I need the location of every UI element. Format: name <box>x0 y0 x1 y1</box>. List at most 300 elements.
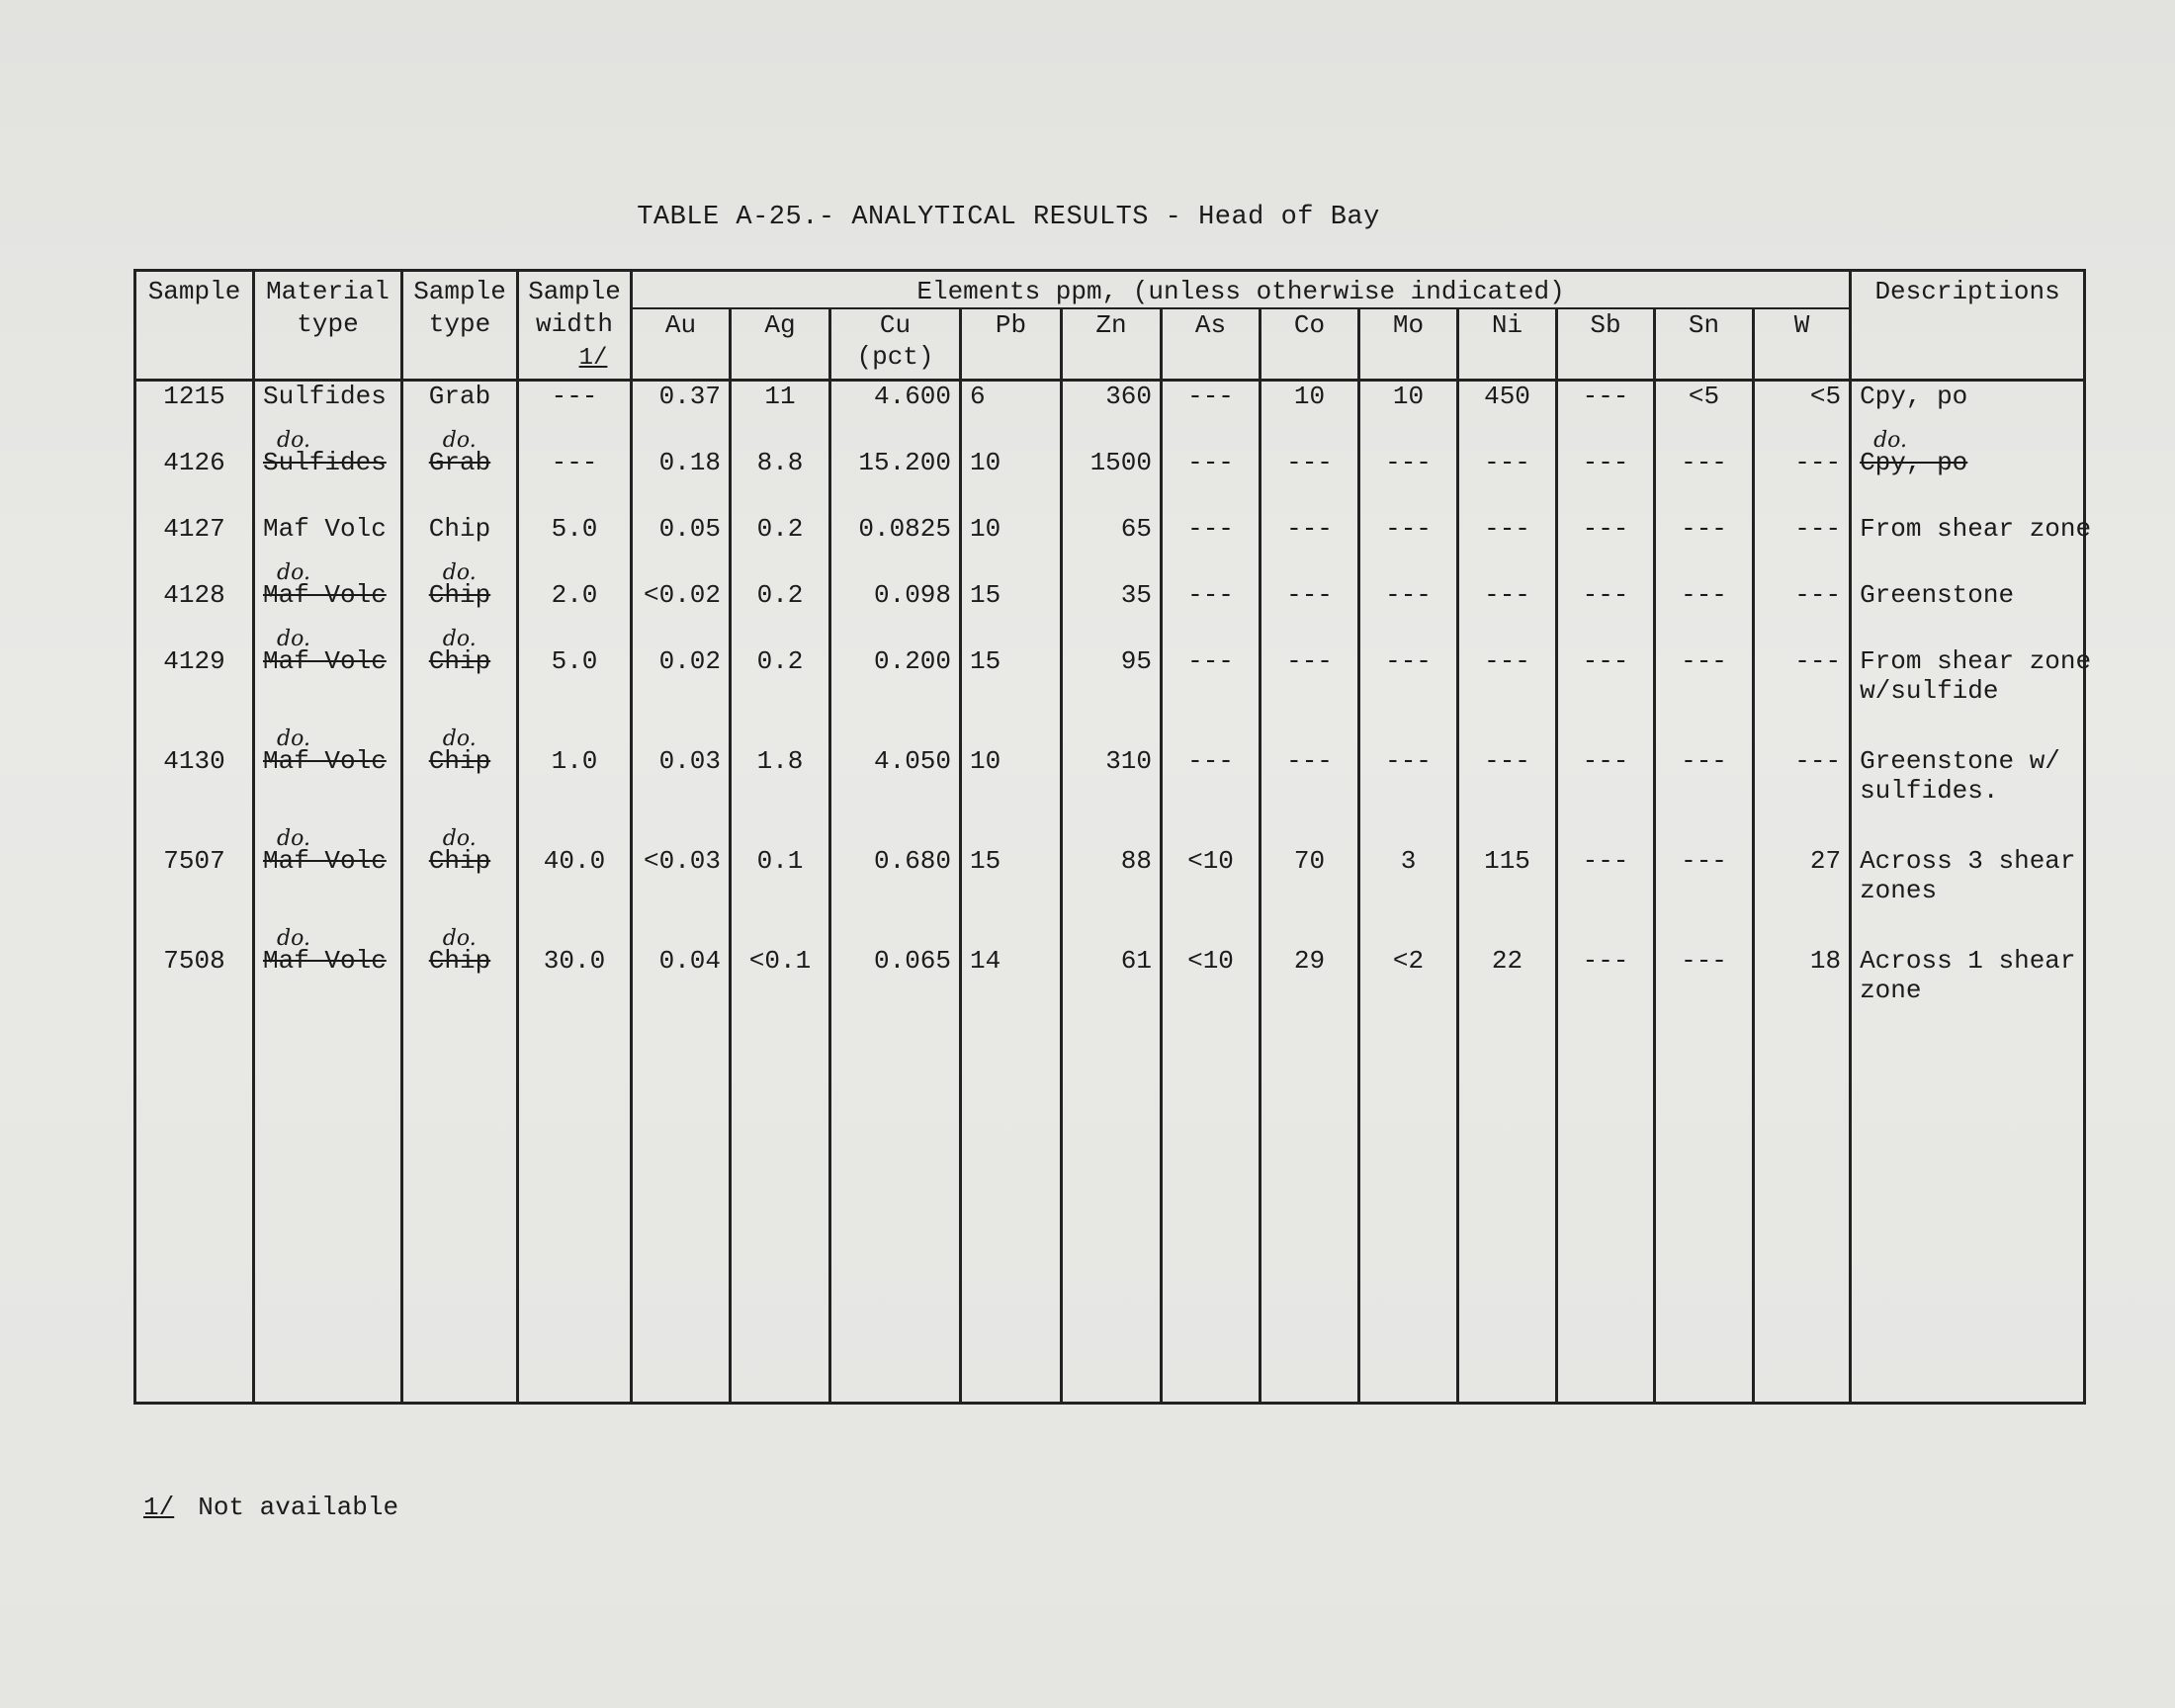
empty-cell <box>1359 1362 1458 1404</box>
cell-w-text: <5 <box>1809 382 1842 411</box>
empty-cell <box>731 1164 830 1204</box>
empty-cell <box>632 1204 731 1243</box>
empty-cell <box>1458 1125 1557 1164</box>
ditto-mark: do. <box>442 627 477 651</box>
empty-cell <box>1261 1046 1359 1085</box>
cell-description <box>1851 580 2085 646</box>
empty-cell <box>1557 1085 1655 1125</box>
ditto-mark: do. <box>277 726 310 751</box>
description-line-1: Greenstone w/ <box>1860 746 2060 776</box>
cell-ni-text: --- <box>1484 448 1530 477</box>
empty-cell <box>1655 1204 1754 1243</box>
cell-sn-text: --- <box>1681 846 1727 876</box>
empty-cell <box>731 1243 830 1283</box>
empty-cell <box>1162 1085 1261 1125</box>
header-row-1 <box>135 271 2085 309</box>
cell-sn <box>1655 646 1754 746</box>
cell-ag <box>731 580 830 646</box>
cell-pb-text: 6 <box>970 382 986 411</box>
cell-sample <box>135 746 254 846</box>
cell-material-struck-text: Maf Volc <box>263 646 387 676</box>
cell-ni-text: --- <box>1484 580 1530 610</box>
empty-cell <box>961 1362 1062 1404</box>
cell-mo-text: --- <box>1385 746 1432 776</box>
empty-cell <box>1655 1046 1754 1085</box>
empty-cell <box>1557 1046 1655 1085</box>
table-row <box>135 646 2085 746</box>
ditto-mark: do. <box>442 428 477 453</box>
empty-cell <box>961 1283 1062 1323</box>
description-line-2: sulfides. <box>1860 776 1999 806</box>
cell-zn-text: 1500 <box>1089 448 1152 477</box>
cell-pb <box>961 381 1062 449</box>
empty-cell <box>1655 1085 1754 1125</box>
description-wrap <box>1860 428 1968 477</box>
empty-cell <box>402 1164 518 1204</box>
cell-ni <box>1458 846 1557 946</box>
cell-ag <box>731 448 830 514</box>
empty-cell <box>632 1164 731 1204</box>
cell-material-wrap <box>263 560 387 610</box>
cell-sample-type-struck-text: Grab <box>428 448 491 477</box>
cell-sb <box>1557 580 1655 646</box>
cell-cu <box>830 448 961 514</box>
description-line-1: Across 1 shear <box>1860 946 2076 976</box>
empty-cell <box>1754 1085 1851 1125</box>
ditto-mark: do. <box>442 826 477 851</box>
cell-mo <box>1359 846 1458 946</box>
header-sb: Sb <box>1557 308 1655 381</box>
empty-cell <box>1062 1243 1162 1283</box>
empty-cell <box>1851 1204 2085 1243</box>
header-pb: Pb <box>961 308 1062 381</box>
cell-ag <box>731 746 830 846</box>
ditto-mark: do. <box>442 560 477 585</box>
empty-cell <box>1851 1283 2085 1323</box>
cell-as <box>1162 580 1261 646</box>
empty-cell <box>1162 1283 1261 1323</box>
empty-cell <box>135 1085 254 1125</box>
empty-cell <box>830 1362 961 1404</box>
empty-cell <box>1359 1085 1458 1125</box>
cell-ni <box>1458 746 1557 846</box>
empty-cell <box>518 1046 632 1085</box>
cell-zn <box>1062 946 1162 1046</box>
cell-zn <box>1062 448 1162 514</box>
cell-as <box>1162 514 1261 580</box>
empty-cell <box>1458 1046 1557 1085</box>
empty-row <box>135 1046 2085 1085</box>
cell-au-text: 0.02 <box>658 646 721 676</box>
description-line-2: zones <box>1860 876 1938 905</box>
cell-width-text: 5.0 <box>551 646 598 676</box>
empty-cell <box>1261 1085 1359 1125</box>
cell-au-text: 0.03 <box>658 746 721 776</box>
cell-material-wrap <box>263 627 387 676</box>
cell-au-text: 0.04 <box>658 946 721 976</box>
empty-cell <box>254 1046 402 1085</box>
cell-width-text: 2.0 <box>551 580 598 610</box>
cell-cu-text: 0.680 <box>873 846 951 876</box>
empty-cell <box>518 1243 632 1283</box>
empty-cell <box>830 1243 961 1283</box>
cell-ni-text: 22 <box>1491 946 1523 976</box>
footnote-text: Not available <box>198 1493 399 1522</box>
cell-pb-text: 10 <box>970 514 1001 544</box>
description-line-1: Cpy, po <box>1860 448 1968 477</box>
cell-au <box>632 746 731 846</box>
cell-zn-text: 35 <box>1120 580 1152 610</box>
cell-pb <box>961 514 1062 580</box>
description-line-1: Greenstone <box>1860 580 2015 610</box>
empty-cell <box>1062 1046 1162 1085</box>
empty-cell <box>1162 1046 1261 1085</box>
cell-pb <box>961 448 1062 514</box>
empty-cell <box>1655 1323 1754 1362</box>
cell-sample-text: 4127 <box>163 514 225 544</box>
cell-co <box>1261 381 1359 449</box>
cell-sample-text: 7508 <box>163 946 225 976</box>
cell-co <box>1261 846 1359 946</box>
empty-cell <box>1261 1243 1359 1283</box>
empty-cell <box>1261 1283 1359 1323</box>
cell-cu <box>830 746 961 846</box>
empty-cell <box>632 1243 731 1283</box>
empty-cell <box>731 1046 830 1085</box>
empty-row <box>135 1243 2085 1283</box>
empty-cell <box>961 1125 1062 1164</box>
cell-material-wrap <box>263 428 387 477</box>
header-ag: Ag <box>731 308 830 381</box>
cell-au <box>632 448 731 514</box>
cell-sample-type-struck-text: Chip <box>428 580 491 610</box>
cell-sn-text: --- <box>1681 946 1727 976</box>
cell-sn <box>1655 448 1754 514</box>
empty-row <box>135 1164 2085 1204</box>
cell-co <box>1261 514 1359 580</box>
table-row <box>135 381 2085 449</box>
empty-cell <box>1359 1125 1458 1164</box>
ditto-mark: do. <box>1873 428 1907 453</box>
cell-cu-text: 4.050 <box>873 746 951 776</box>
cell-as-text: <10 <box>1187 946 1234 976</box>
empty-cell <box>961 1085 1062 1125</box>
cell-cu-text: 15.200 <box>858 448 951 477</box>
empty-cell <box>1261 1362 1359 1404</box>
cell-sample-type-text: Grab <box>428 382 491 411</box>
cell-sample <box>135 846 254 946</box>
cell-width <box>518 448 632 514</box>
cell-mo <box>1359 381 1458 449</box>
description-wrap <box>1860 580 2014 610</box>
cell-ni <box>1458 646 1557 746</box>
empty-cell <box>402 1204 518 1243</box>
cell-zn <box>1062 846 1162 946</box>
cell-sn-text: --- <box>1681 448 1727 477</box>
footnote <box>143 1493 398 1522</box>
cell-sample-type-wrap <box>428 627 491 676</box>
ditto-mark: do. <box>442 926 477 951</box>
empty-cell <box>1359 1204 1458 1243</box>
empty-cell <box>402 1243 518 1283</box>
empty-cell <box>830 1046 961 1085</box>
cell-mo <box>1359 646 1458 746</box>
cell-sb-text: --- <box>1582 580 1629 610</box>
cell-sample-type <box>402 926 518 1046</box>
cell-mo-text: --- <box>1385 646 1432 676</box>
cell-w-text: --- <box>1794 580 1842 610</box>
cell-w-text: 18 <box>1809 946 1842 976</box>
cell-sb <box>1557 946 1655 1046</box>
cell-pb <box>961 846 1062 946</box>
ditto-mark: do. <box>277 826 310 851</box>
cell-mo-text: 3 <box>1400 846 1417 876</box>
empty-cell <box>961 1323 1062 1362</box>
cell-w-text: --- <box>1794 448 1842 477</box>
description-wrap <box>1860 514 2091 544</box>
cell-material-struck-text: Sulfides <box>263 448 387 477</box>
empty-cell <box>731 1362 830 1404</box>
cell-sample-text: 4130 <box>163 746 225 776</box>
header-row-2 <box>135 308 2085 381</box>
empty-row <box>135 1085 2085 1125</box>
empty-cell <box>1062 1362 1162 1404</box>
empty-cell <box>1261 1164 1359 1204</box>
empty-cell <box>731 1283 830 1323</box>
empty-cell <box>1851 1323 2085 1362</box>
cell-ni <box>1458 381 1557 449</box>
table-row <box>135 846 2085 946</box>
header-width: width <box>518 308 632 381</box>
table-row <box>135 448 2085 514</box>
cell-au-text: 0.37 <box>658 382 721 411</box>
cell-material <box>254 726 402 846</box>
header-descriptions: Descriptions <box>1851 271 2085 309</box>
cell-cu <box>830 381 961 449</box>
cell-pb-text: 15 <box>970 646 1001 676</box>
cell-mo <box>1359 514 1458 580</box>
cell-ag-text: 11 <box>764 382 796 411</box>
cell-au <box>632 646 731 746</box>
cell-as <box>1162 946 1261 1046</box>
cell-co <box>1261 946 1359 1046</box>
empty-cell <box>1754 1243 1851 1283</box>
empty-cell <box>1458 1283 1557 1323</box>
ditto-mark: do. <box>277 627 310 651</box>
cell-width <box>518 946 632 1046</box>
cell-au-text: <0.03 <box>643 846 721 876</box>
empty-cell <box>518 1085 632 1125</box>
cell-sb <box>1557 846 1655 946</box>
empty-cell <box>1458 1164 1557 1204</box>
cell-w <box>1754 946 1851 1046</box>
footnote-ref <box>579 344 608 374</box>
empty-cell <box>1458 1243 1557 1283</box>
cell-as-text: --- <box>1187 580 1234 610</box>
cell-co <box>1261 580 1359 646</box>
cell-w-text: --- <box>1794 646 1842 676</box>
cell-sn-text: <5 <box>1688 382 1720 411</box>
table-row <box>135 746 2085 846</box>
cell-zn <box>1062 381 1162 449</box>
cell-material <box>254 428 402 514</box>
header-au: Au <box>632 308 731 381</box>
cell-sample-text: 4126 <box>163 448 225 477</box>
cell-sample-text: 1215 <box>163 382 225 411</box>
empty-cell <box>830 1204 961 1243</box>
empty-cell <box>961 1204 1062 1243</box>
cell-as <box>1162 646 1261 746</box>
cell-mo <box>1359 448 1458 514</box>
cell-as-text: --- <box>1187 382 1234 411</box>
cell-sb-text: --- <box>1582 746 1629 776</box>
cell-sn <box>1655 514 1754 580</box>
cell-ni <box>1458 580 1557 646</box>
cell-sb-text: --- <box>1582 646 1629 676</box>
cell-width <box>518 345 632 449</box>
empty-cell <box>1851 1243 2085 1283</box>
cell-co-text: --- <box>1286 514 1333 544</box>
header-as: As <box>1162 308 1261 381</box>
cell-sn-text: --- <box>1681 514 1727 544</box>
cell-sn <box>1655 381 1754 449</box>
cell-width <box>518 514 632 580</box>
header-sample-width: Sample <box>518 271 632 309</box>
cell-material <box>254 826 402 946</box>
empty-cell <box>632 1362 731 1404</box>
empty-cell <box>518 1362 632 1404</box>
cell-sample-text: 7507 <box>163 846 225 876</box>
empty-cell <box>1062 1164 1162 1204</box>
cell-sample-type-struck-text: Chip <box>428 646 491 676</box>
cell-material-struck-text: Maf Volc <box>263 580 387 610</box>
empty-cell <box>1655 1362 1754 1404</box>
cell-mo-text: --- <box>1385 514 1432 544</box>
cell-w <box>1754 514 1851 580</box>
cell-sn-text: --- <box>1681 580 1727 610</box>
cell-mo <box>1359 580 1458 646</box>
empty-row <box>135 1283 2085 1323</box>
empty-cell <box>1261 1323 1359 1362</box>
empty-cell <box>1162 1362 1261 1404</box>
cell-au-text: 0.05 <box>658 514 721 544</box>
empty-cell <box>1754 1125 1851 1164</box>
cell-ni-text: --- <box>1484 746 1530 776</box>
description-wrap <box>1860 382 1967 411</box>
cell-material-struck-text: Maf Volc <box>263 746 387 776</box>
cell-ni-text: --- <box>1484 646 1530 676</box>
cell-zn <box>1062 514 1162 580</box>
header-sample-type-2: type <box>402 308 518 381</box>
cell-material <box>254 627 402 746</box>
cell-w <box>1754 746 1851 846</box>
cell-zn-text: 61 <box>1120 946 1152 976</box>
header-mo: Mo <box>1359 308 1458 381</box>
table-row <box>135 946 2085 1046</box>
cell-cu-text: 0.0825 <box>858 514 951 544</box>
cell-ag <box>731 946 830 1046</box>
cell-as-text: --- <box>1187 514 1234 544</box>
cell-ni-text: --- <box>1484 514 1530 544</box>
cell-sample-type-struck-text: Chip <box>428 846 491 876</box>
cell-sample-text: 4129 <box>163 646 225 676</box>
header-sample: Sample <box>135 271 254 309</box>
cell-sb <box>1557 646 1655 746</box>
empty-cell <box>1162 1323 1261 1362</box>
empty-cell <box>402 1046 518 1085</box>
cell-width-text: --- <box>551 448 598 477</box>
cell-au <box>632 381 731 449</box>
cell-width-text: 40.0 <box>543 846 606 876</box>
empty-cell <box>254 1323 402 1362</box>
empty-cell <box>731 1204 830 1243</box>
cell-cu <box>830 946 961 1046</box>
cell-w <box>1754 646 1851 746</box>
empty-cell <box>1557 1362 1655 1404</box>
empty-cell <box>961 1243 1062 1283</box>
cell-as-text: --- <box>1187 646 1234 676</box>
empty-cell <box>1851 1164 2085 1204</box>
empty-cell <box>1062 1204 1162 1243</box>
cell-co-text: 10 <box>1293 382 1326 411</box>
empty-cell <box>1754 1323 1851 1362</box>
empty-cell <box>830 1085 961 1125</box>
cell-ag-text: 0.1 <box>756 846 804 876</box>
cell-au <box>632 846 731 946</box>
cell-zn-text: 310 <box>1105 746 1152 776</box>
description-line-1: Cpy, po <box>1860 382 1968 411</box>
cell-as <box>1162 381 1261 449</box>
cell-cu <box>830 514 961 580</box>
cell-pb <box>961 746 1062 846</box>
cell-sn <box>1655 580 1754 646</box>
cell-sn-text: --- <box>1681 646 1727 676</box>
empty-cell <box>254 1164 402 1204</box>
description-line-1: From shear zone <box>1860 514 2092 544</box>
empty-cell <box>1557 1125 1655 1164</box>
cell-sample-type-wrap <box>428 560 491 610</box>
cell-ag <box>731 381 830 449</box>
empty-cell <box>1162 1164 1261 1204</box>
cell-as-text: --- <box>1187 746 1234 776</box>
description-wrap <box>1860 646 2091 676</box>
empty-cell <box>1557 1323 1655 1362</box>
cell-sample-type-struck-text: Chip <box>428 946 491 976</box>
cell-width <box>518 646 632 746</box>
cell-material-struck-text: Maf Volc <box>263 946 387 976</box>
empty-cell <box>1261 1204 1359 1243</box>
empty-cell <box>1359 1164 1458 1204</box>
cell-sample-type-wrap <box>428 726 491 776</box>
empty-cell <box>1162 1125 1261 1164</box>
cell-ag-text: 8.8 <box>756 448 804 477</box>
description-wrap <box>1860 846 2075 876</box>
cell-as <box>1162 746 1261 846</box>
cell-ag-text: 0.2 <box>756 514 804 544</box>
empty-row <box>135 1125 2085 1164</box>
empty-cell <box>1359 1283 1458 1323</box>
cell-cu-text: 0.200 <box>873 646 951 676</box>
header-cu <box>830 308 961 381</box>
cell-sample <box>135 646 254 746</box>
cell-sn <box>1655 746 1754 846</box>
empty-cell <box>632 1085 731 1125</box>
cell-w-text: 27 <box>1809 846 1842 876</box>
description-wrap <box>1860 746 2060 776</box>
empty-cell <box>254 1085 402 1125</box>
cell-mo <box>1359 746 1458 846</box>
cell-width-text: --- 1/ <box>551 345 608 411</box>
